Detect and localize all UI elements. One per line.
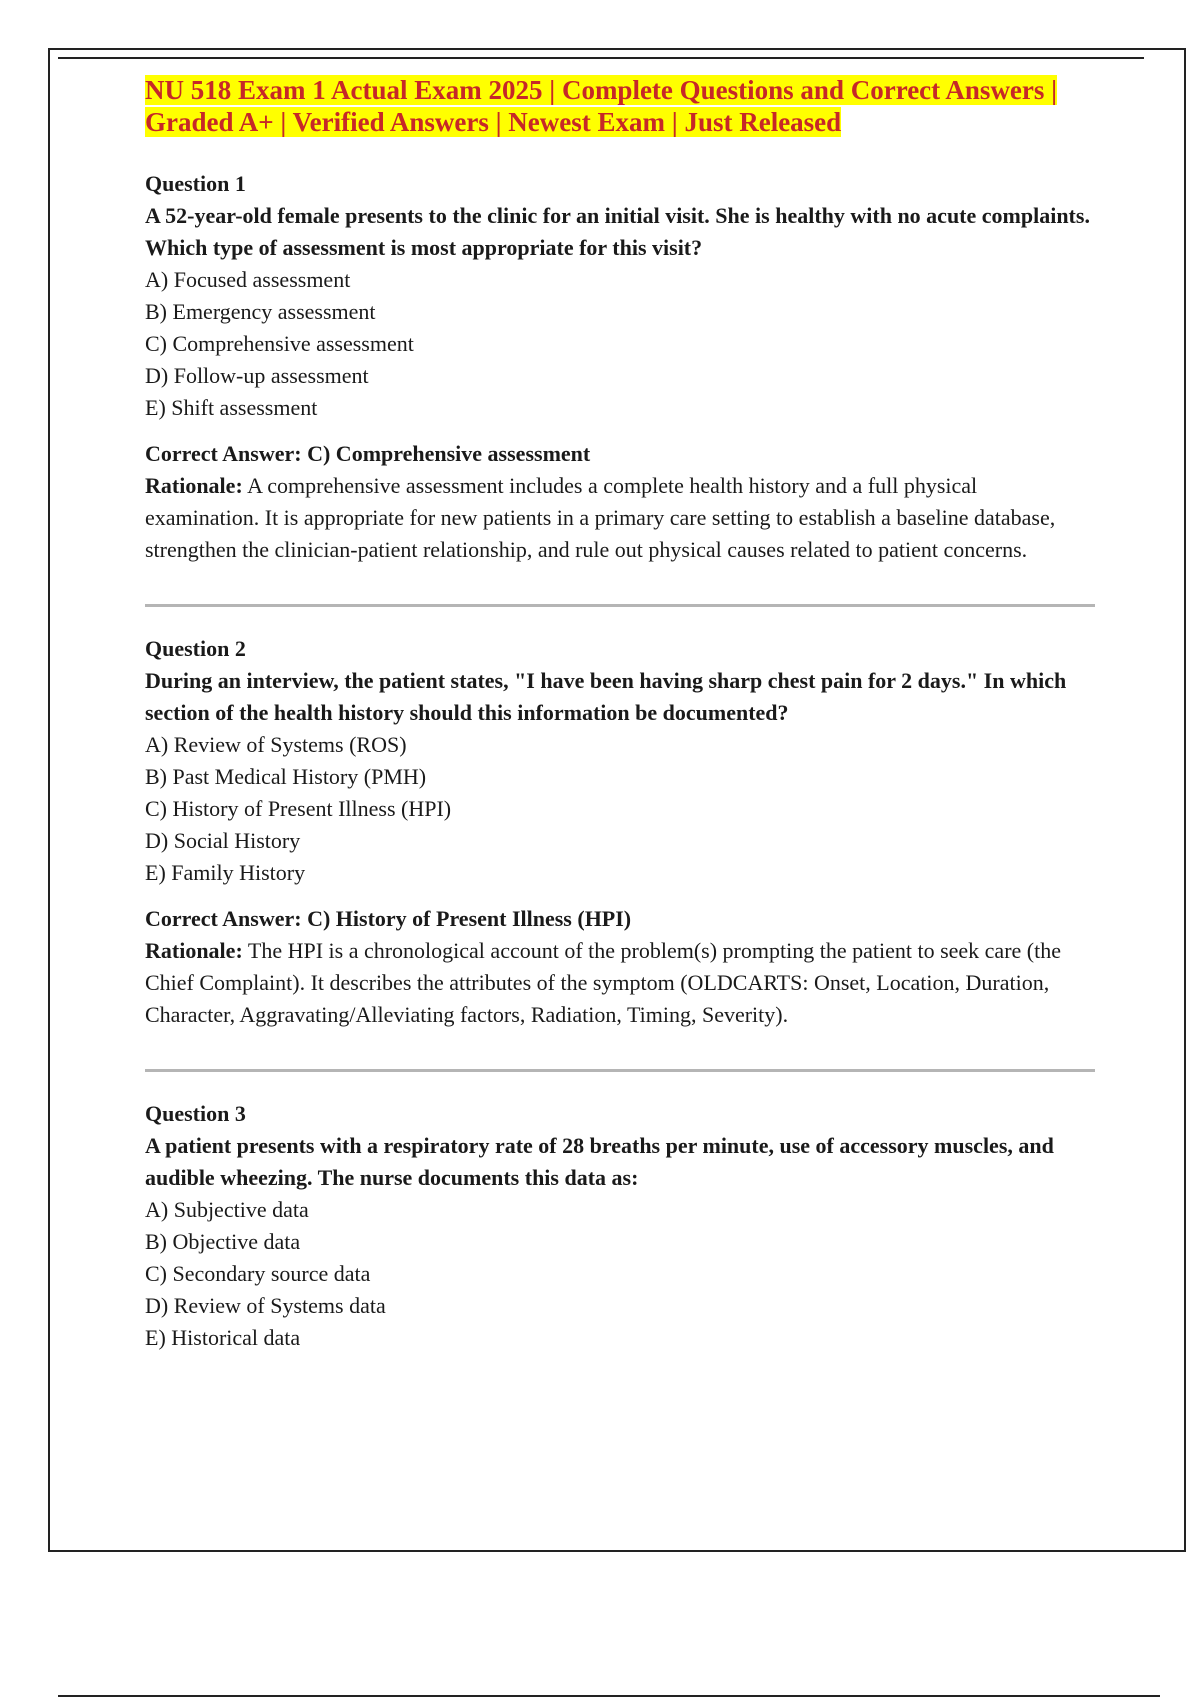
option-a: A) Review of Systems (ROS) — [145, 732, 407, 757]
option-a: A) Focused assessment — [145, 267, 351, 292]
rationale — [145, 470, 1095, 566]
option-d: D) Follow-up assessment — [145, 363, 369, 388]
question-block-3 — [145, 1098, 1095, 1354]
question-text: A 52-year-old female presents to the clinic for an initial visit. She is healthy with no acute complaints. Which type of assessment is most appropriate for this visit? — [145, 203, 1090, 260]
next-page-rule — [58, 1695, 1160, 1697]
option-d: D) Social History — [145, 828, 301, 853]
rationale-text: A comprehensive assessment includes a complete health history and a full physical examination. It is appropriate for new patients in a primary care setting to establish a baseline database, strengthen the clinician-patient relationship, and rule out physical causes related to patient concerns. — [145, 473, 1056, 562]
option-d: D) Review of Systems data — [145, 1293, 386, 1318]
rationale-label: Rationale: — [145, 473, 243, 498]
option-e: E) Historical data — [145, 1325, 301, 1350]
option-c: C) Comprehensive assessment — [145, 331, 414, 356]
option-a: A) Subjective data — [145, 1197, 309, 1222]
separator — [145, 604, 1095, 607]
top-rule — [58, 57, 1144, 59]
question-text: During an interview, the patient states, "I have been having sharp chest pain for 2 days." In which section of the health history should this information be documented? — [145, 668, 1067, 725]
option-b: B) Past Medical History (PMH) — [145, 764, 427, 789]
page-frame — [48, 48, 1186, 1552]
option-e: E) Family History — [145, 860, 306, 885]
option-b: B) Emergency assessment — [145, 299, 376, 324]
question-label: Question 1 — [145, 171, 246, 196]
question-block-2 — [145, 633, 1095, 1031]
rationale — [145, 935, 1095, 1031]
option-c: C) History of Present Illness (HPI) — [145, 796, 452, 821]
question-block-1 — [145, 168, 1095, 566]
option-c: C) Secondary source data — [145, 1261, 371, 1286]
document-content — [145, 74, 1095, 1354]
question-label: Question 3 — [145, 1101, 246, 1126]
correct-answer: Correct Answer: C) Comprehensive assessment — [145, 441, 591, 466]
option-e: E) Shift assessment — [145, 395, 318, 420]
option-b: B) Objective data — [145, 1229, 301, 1254]
document-title: NU 518 Exam 1 Actual Exam 2025 | Complete Questions and Correct Answers | Graded A+ | Verified Answers | Newest Exam | Just Released — [145, 75, 1058, 137]
rationale-text: The HPI is a chronological account of the problem(s) prompting the patient to seek care (the Chief Complaint). It describes the attributes of the symptom (OLDCARTS: Onset, Location, Duration, Character, Aggravating/Alleviating factors, Radiation, Timing, Severity). — [145, 938, 1061, 1027]
rationale-label: Rationale: — [145, 938, 243, 963]
question-text: A patient presents with a respiratory rate of 28 breaths per minute, use of accessory muscles, and audible wheezing. The nurse documents this data as: — [145, 1133, 1054, 1190]
correct-answer: Correct Answer: C) History of Present Illness (HPI) — [145, 906, 632, 931]
question-label: Question 2 — [145, 636, 246, 661]
separator — [145, 1069, 1095, 1072]
